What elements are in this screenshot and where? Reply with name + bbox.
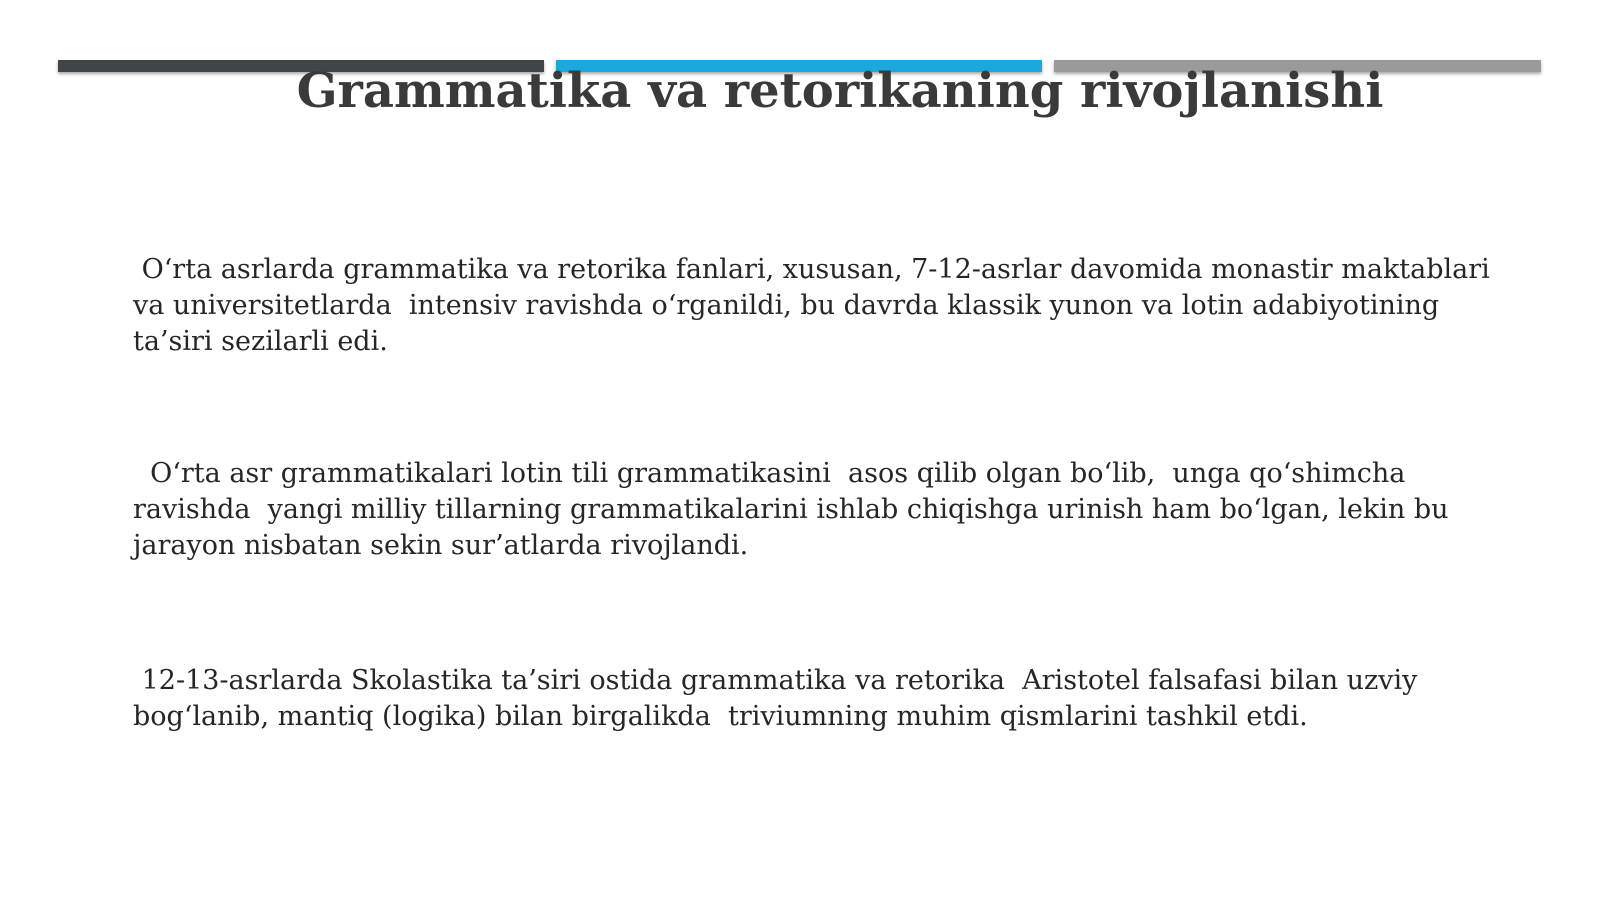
body-paragraph-2: O‘rta asr grammatikalari lotin tili grammatikasini asos qilib olgan bo‘lib, unga qo‘shimcha ravishda yangi milliy tillarning grammatikalarini ishlab chiqishga urinish ham bo‘lgan, lekin bu jarayon nisbatan sekin sur’atlarda rivojlandi. — [133, 458, 1458, 561]
body-paragraph-3: 12-13-asrlarda Skolastika ta’siri ostida grammatika va retorika Aristotel falsafasi bilan uzviy bog‘lanib, mantiq (logika) bilan birgalikda triviumning muhim qismlarini tashkil etdi. — [133, 665, 1427, 732]
slide-title: Grammatika va retorikaning rivojlanishi — [296, 63, 1384, 119]
body-paragraph-1: O‘rta asrlarda grammatika va retorika fanlari, xususan, 7-12-asrlar davomida monastir maktablari va universitetlarda intensiv ravishda o‘rganildi, bu davrda klassik yunon va lotin adabiyotining ta’siri sezilarli edi. — [133, 254, 1499, 357]
